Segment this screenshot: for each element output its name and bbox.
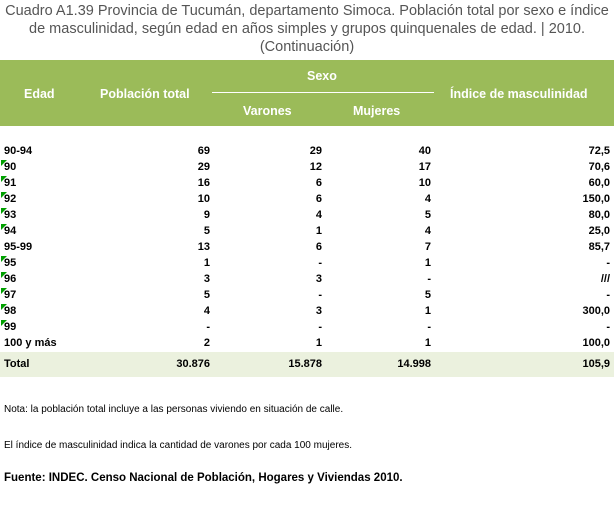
mujeres-cell: 17: [418, 161, 431, 173]
total-mujeres: 14.998: [397, 358, 431, 370]
poblacion-total-cell: -: [206, 321, 210, 333]
mujeres-cell: -: [427, 273, 431, 285]
varones-cell: 4: [315, 209, 322, 221]
table-row: [0, 175, 614, 191]
poblacion-total-cell: 29: [197, 161, 210, 173]
table-body: [0, 143, 614, 351]
table-title: [0, 2, 614, 56]
indice-cell: 80,0: [588, 209, 610, 221]
poblacion-total-cell: 10: [197, 193, 210, 205]
edad-cell: 99: [4, 321, 17, 333]
edad-cell: 100 y más: [4, 337, 57, 349]
total-indice: 105,9: [582, 358, 610, 370]
edad-cell: 93: [4, 209, 17, 221]
title-line-2: de masculinidad, según edad en años simples y grupos quinquenales de edad. | 2010.: [29, 21, 585, 37]
indice-cell: 100,0: [582, 337, 610, 349]
edad-cell: 91: [4, 177, 17, 189]
edad-cell: 90-94: [4, 145, 33, 157]
edad-cell: 96: [4, 273, 17, 285]
mujeres-cell: -: [427, 321, 431, 333]
note-indice: El índice de masculinidad indica la cantidad de varones por cada 100 mujeres.: [4, 440, 352, 451]
table-row: [0, 255, 614, 271]
mujeres-cell: 5: [424, 289, 431, 301]
table-row: [0, 191, 614, 207]
varones-cell: -: [318, 289, 322, 301]
total-varones: 15.878: [288, 358, 322, 370]
indice-cell: ///: [600, 273, 610, 285]
indice-cell: 300,0: [582, 305, 610, 317]
mujeres-cell: 4: [424, 225, 431, 237]
varones-cell: 1: [315, 225, 322, 237]
source-note: Fuente: INDEC. Censo Nacional de Población, Hogares y Viviendas 2010.: [4, 472, 403, 484]
poblacion-total-cell: 69: [197, 145, 210, 157]
varones-cell: -: [318, 321, 322, 333]
header-mujeres: Mujeres: [353, 104, 401, 118]
table-row: [0, 143, 614, 159]
varones-cell: 1: [315, 337, 322, 349]
title-line-1: Cuadro A1.39 Provincia de Tucumán, departamento Simoca. Población total por sexo e índice: [5, 3, 609, 19]
edad-cell: 98: [4, 305, 17, 317]
edad-cell: 92: [4, 193, 17, 205]
poblacion-total-cell: 16: [197, 177, 210, 189]
indice-cell: 85,7: [588, 241, 610, 253]
varones-cell: 3: [315, 305, 322, 317]
table-row: [0, 319, 614, 335]
edad-cell: 97: [4, 289, 17, 301]
mujeres-cell: 10: [418, 177, 431, 189]
indice-cell: -: [606, 289, 610, 301]
note-poblacion: Nota: la población total incluye a las personas viviendo en situación de calle.: [4, 404, 344, 415]
table-row: [0, 303, 614, 319]
poblacion-total-cell: 9: [203, 209, 210, 221]
header-poblacion-total: Población total: [100, 87, 190, 101]
indice-cell: -: [606, 321, 610, 333]
mujeres-cell: 7: [424, 241, 431, 253]
total-poblacion: 30.876: [176, 358, 210, 370]
mujeres-cell: 1: [424, 337, 431, 349]
poblacion-total-cell: 2: [203, 337, 210, 349]
mujeres-cell: 40: [418, 145, 431, 157]
edad-cell: 90: [4, 161, 17, 173]
poblacion-total-cell: 5: [203, 289, 210, 301]
indice-cell: 60,0: [588, 177, 610, 189]
varones-cell: 6: [315, 193, 322, 205]
table-row: [0, 335, 614, 351]
indice-cell: 25,0: [588, 225, 610, 237]
varones-cell: 6: [315, 241, 322, 253]
indice-cell: 70,6: [588, 161, 610, 173]
table-header: [0, 60, 614, 126]
poblacion-total-cell: 3: [203, 273, 210, 285]
varones-cell: 29: [309, 145, 322, 157]
header-sexo: Sexo: [307, 69, 337, 83]
table-row: [0, 223, 614, 239]
table-row: [0, 207, 614, 223]
poblacion-total-cell: 13: [197, 241, 210, 253]
poblacion-total-cell: 4: [203, 305, 210, 317]
table-row: [0, 239, 614, 255]
total-label: Total: [4, 358, 30, 370]
indice-cell: 150,0: [582, 193, 610, 205]
varones-cell: 6: [315, 177, 322, 189]
header-varones: Varones: [243, 104, 292, 118]
header-sexo-divider: [212, 92, 434, 93]
total-row: [0, 352, 614, 377]
mujeres-cell: 4: [424, 193, 431, 205]
poblacion-total-cell: 1: [203, 257, 210, 269]
edad-cell: 94: [4, 225, 17, 237]
header-indice-masculinidad: Índice de masculinidad: [450, 87, 588, 101]
varones-cell: 3: [315, 273, 322, 285]
mujeres-cell: 1: [424, 305, 431, 317]
mujeres-cell: 1: [424, 257, 431, 269]
varones-cell: 12: [309, 161, 322, 173]
edad-cell: 95-99: [4, 241, 33, 253]
indice-cell: 72,5: [588, 145, 610, 157]
mujeres-cell: 5: [424, 209, 431, 221]
indice-cell: -: [606, 257, 610, 269]
title-line-3: (Continuación): [259, 39, 355, 55]
poblacion-total-cell: 5: [203, 225, 210, 237]
table-row: [0, 159, 614, 175]
header-edad: Edad: [24, 87, 55, 101]
varones-cell: -: [318, 257, 322, 269]
edad-cell: 95: [4, 257, 17, 269]
table-row: [0, 287, 614, 303]
table-row: [0, 271, 614, 287]
